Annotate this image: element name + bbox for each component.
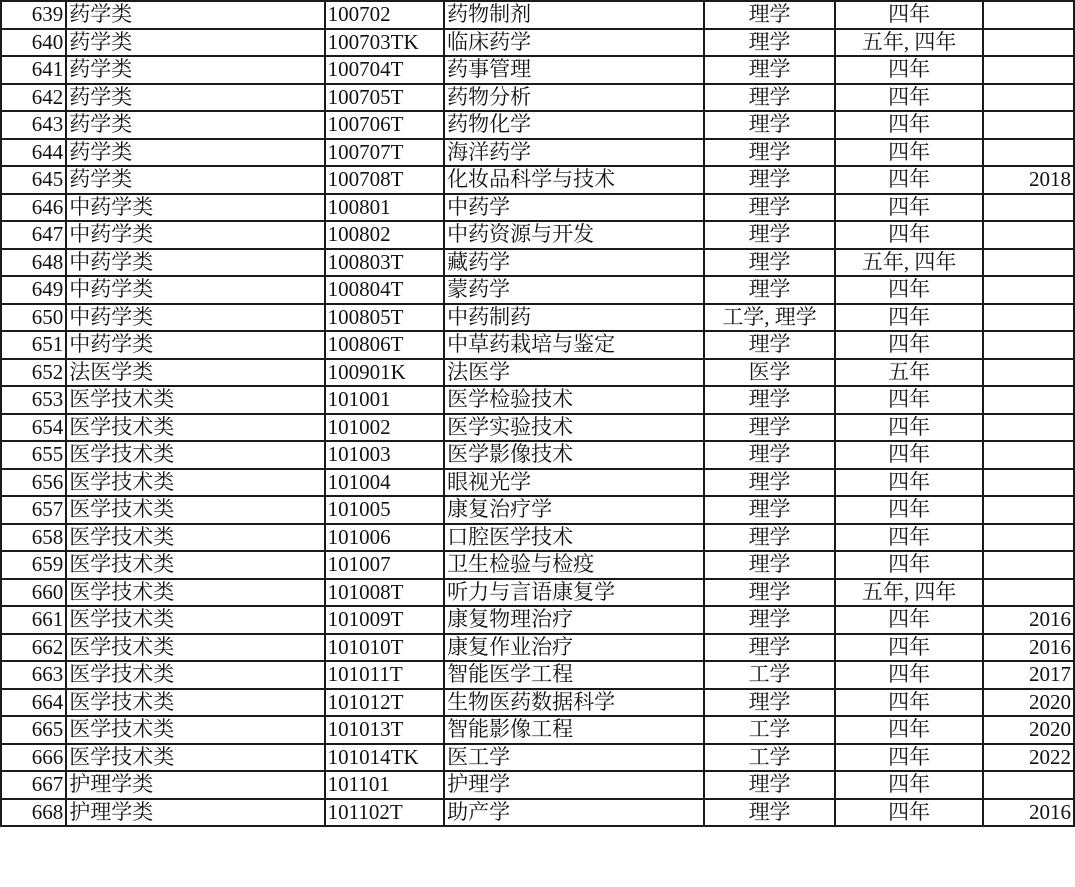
- discipline-category-cell: 医学技术类: [66, 524, 324, 552]
- discipline-category-cell: 医学技术类: [66, 716, 324, 744]
- discipline-category-cell: 药学类: [66, 29, 324, 57]
- study-duration-cell: 五年, 四年: [835, 29, 983, 57]
- discipline-category-cell: 中药学类: [66, 304, 324, 332]
- study-duration-cell: 四年: [835, 304, 983, 332]
- discipline-category-cell: 药学类: [66, 139, 324, 167]
- row-index-cell: 649: [1, 276, 66, 304]
- added-year-cell: [983, 1, 1074, 29]
- degree-type-cell: 理学: [704, 469, 835, 497]
- study-duration-cell: 四年: [835, 1, 983, 29]
- discipline-category-cell: 药学类: [66, 56, 324, 84]
- row-index-cell: 654: [1, 414, 66, 442]
- major-name-cell: 中药资源与开发: [444, 221, 704, 249]
- study-duration-cell: 五年: [835, 359, 983, 387]
- table-row: [1, 414, 1074, 442]
- degree-type-cell: 理学: [704, 1, 835, 29]
- major-code-cell: 100801: [325, 194, 444, 222]
- major-name-cell: 卫生检验与检疫: [444, 551, 704, 579]
- added-year-cell: 2020: [983, 689, 1074, 717]
- discipline-category-cell: 医学技术类: [66, 744, 324, 772]
- major-code-cell: 100707T: [325, 139, 444, 167]
- study-duration-cell: 四年: [835, 84, 983, 112]
- row-index-cell: 658: [1, 524, 66, 552]
- added-year-cell: [983, 551, 1074, 579]
- added-year-cell: 2018: [983, 166, 1074, 194]
- table-row: [1, 771, 1074, 799]
- table-row: [1, 469, 1074, 497]
- row-index-cell: 641: [1, 56, 66, 84]
- major-name-cell: 护理学: [444, 771, 704, 799]
- study-duration-cell: 四年: [835, 166, 983, 194]
- degree-type-cell: 理学: [704, 496, 835, 524]
- table-row: [1, 359, 1074, 387]
- table-row: [1, 111, 1074, 139]
- table-row: [1, 524, 1074, 552]
- major-name-cell: 海洋药学: [444, 139, 704, 167]
- major-code-cell: 101002: [325, 414, 444, 442]
- row-index-cell: 650: [1, 304, 66, 332]
- major-code-cell: 100802: [325, 221, 444, 249]
- degree-type-cell: 理学: [704, 56, 835, 84]
- table-row: [1, 579, 1074, 607]
- degree-type-cell: 工学, 理学: [704, 304, 835, 332]
- major-code-cell: 100705T: [325, 84, 444, 112]
- added-year-cell: [983, 441, 1074, 469]
- degree-type-cell: 理学: [704, 84, 835, 112]
- major-name-cell: 藏药学: [444, 249, 704, 277]
- row-index-cell: 653: [1, 386, 66, 414]
- study-duration-cell: 四年: [835, 771, 983, 799]
- major-code-cell: 101012T: [325, 689, 444, 717]
- major-name-cell: 蒙药学: [444, 276, 704, 304]
- discipline-category-cell: 医学技术类: [66, 551, 324, 579]
- discipline-category-cell: 医学技术类: [66, 606, 324, 634]
- added-year-cell: [983, 331, 1074, 359]
- table-row: [1, 496, 1074, 524]
- study-duration-cell: 四年: [835, 441, 983, 469]
- major-code-cell: 100708T: [325, 166, 444, 194]
- row-index-cell: 648: [1, 249, 66, 277]
- major-code-cell: 100805T: [325, 304, 444, 332]
- major-code-cell: 101011T: [325, 661, 444, 689]
- discipline-category-cell: 医学技术类: [66, 441, 324, 469]
- major-name-cell: 智能医学工程: [444, 661, 704, 689]
- row-index-cell: 661: [1, 606, 66, 634]
- table-row: [1, 139, 1074, 167]
- major-code-cell: 100803T: [325, 249, 444, 277]
- major-code-cell: 101102T: [325, 799, 444, 827]
- table-row: [1, 441, 1074, 469]
- major-code-cell: 100901K: [325, 359, 444, 387]
- study-duration-cell: 四年: [835, 194, 983, 222]
- major-code-cell: 100703TK: [325, 29, 444, 57]
- study-duration-cell: 四年: [835, 56, 983, 84]
- major-name-cell: 听力与言语康复学: [444, 579, 704, 607]
- added-year-cell: 2020: [983, 716, 1074, 744]
- added-year-cell: [983, 414, 1074, 442]
- major-name-cell: 中草药栽培与鉴定: [444, 331, 704, 359]
- degree-type-cell: 理学: [704, 689, 835, 717]
- discipline-category-cell: 药学类: [66, 1, 324, 29]
- added-year-cell: [983, 469, 1074, 497]
- discipline-category-cell: 医学技术类: [66, 496, 324, 524]
- degree-type-cell: 理学: [704, 386, 835, 414]
- row-index-cell: 656: [1, 469, 66, 497]
- degree-type-cell: 理学: [704, 166, 835, 194]
- degree-type-cell: 理学: [704, 194, 835, 222]
- study-duration-cell: 四年: [835, 331, 983, 359]
- study-duration-cell: 四年: [835, 386, 983, 414]
- major-name-cell: 康复治疗学: [444, 496, 704, 524]
- major-code-cell: 101010T: [325, 634, 444, 662]
- major-name-cell: 康复物理治疗: [444, 606, 704, 634]
- major-name-cell: 药事管理: [444, 56, 704, 84]
- row-index-cell: 647: [1, 221, 66, 249]
- discipline-category-cell: 护理学类: [66, 799, 324, 827]
- table-row: [1, 634, 1074, 662]
- major-code-cell: 100804T: [325, 276, 444, 304]
- discipline-category-cell: 医学技术类: [66, 469, 324, 497]
- study-duration-cell: 五年, 四年: [835, 249, 983, 277]
- discipline-category-cell: 药学类: [66, 111, 324, 139]
- row-index-cell: 666: [1, 744, 66, 772]
- row-index-cell: 643: [1, 111, 66, 139]
- discipline-category-cell: 法医学类: [66, 359, 324, 387]
- discipline-category-cell: 医学技术类: [66, 661, 324, 689]
- major-name-cell: 化妆品科学与技术: [444, 166, 704, 194]
- study-duration-cell: 四年: [835, 524, 983, 552]
- major-code-cell: 100702: [325, 1, 444, 29]
- table-row: [1, 56, 1074, 84]
- added-year-cell: [983, 221, 1074, 249]
- added-year-cell: [983, 359, 1074, 387]
- major-name-cell: 法医学: [444, 359, 704, 387]
- degree-type-cell: 理学: [704, 414, 835, 442]
- major-name-cell: 临床药学: [444, 29, 704, 57]
- major-code-cell: 101004: [325, 469, 444, 497]
- degree-type-cell: 工学: [704, 716, 835, 744]
- row-index-cell: 655: [1, 441, 66, 469]
- discipline-category-cell: 药学类: [66, 84, 324, 112]
- major-code-cell: 101014TK: [325, 744, 444, 772]
- discipline-category-cell: 中药学类: [66, 194, 324, 222]
- table-row: [1, 249, 1074, 277]
- major-code-cell: 101008T: [325, 579, 444, 607]
- major-name-cell: 中药制药: [444, 304, 704, 332]
- study-duration-cell: 四年: [835, 606, 983, 634]
- table-row: [1, 551, 1074, 579]
- added-year-cell: [983, 139, 1074, 167]
- major-code-cell: 101009T: [325, 606, 444, 634]
- study-duration-cell: 四年: [835, 744, 983, 772]
- study-duration-cell: 四年: [835, 799, 983, 827]
- degree-type-cell: 理学: [704, 606, 835, 634]
- major-name-cell: 中药学: [444, 194, 704, 222]
- major-name-cell: 药物分析: [444, 84, 704, 112]
- row-index-cell: 660: [1, 579, 66, 607]
- table-row: [1, 716, 1074, 744]
- discipline-category-cell: 中药学类: [66, 276, 324, 304]
- added-year-cell: [983, 194, 1074, 222]
- table-row: [1, 276, 1074, 304]
- discipline-category-cell: 医学技术类: [66, 634, 324, 662]
- degree-type-cell: 理学: [704, 276, 835, 304]
- added-year-cell: [983, 386, 1074, 414]
- table-row: [1, 331, 1074, 359]
- added-year-cell: [983, 249, 1074, 277]
- added-year-cell: [983, 29, 1074, 57]
- major-name-cell: 口腔医学技术: [444, 524, 704, 552]
- table-row: [1, 606, 1074, 634]
- degree-type-cell: 工学: [704, 661, 835, 689]
- row-index-cell: 642: [1, 84, 66, 112]
- table-row: [1, 799, 1074, 827]
- degree-type-cell: 理学: [704, 634, 835, 662]
- degree-type-cell: 理学: [704, 139, 835, 167]
- row-index-cell: 659: [1, 551, 66, 579]
- degree-type-cell: 理学: [704, 29, 835, 57]
- degree-type-cell: 理学: [704, 331, 835, 359]
- table-row: [1, 166, 1074, 194]
- added-year-cell: [983, 524, 1074, 552]
- major-code-cell: 101101: [325, 771, 444, 799]
- study-duration-cell: 四年: [835, 634, 983, 662]
- major-name-cell: 康复作业治疗: [444, 634, 704, 662]
- degree-type-cell: 理学: [704, 771, 835, 799]
- study-duration-cell: 四年: [835, 716, 983, 744]
- study-duration-cell: 四年: [835, 551, 983, 579]
- degree-type-cell: 医学: [704, 359, 835, 387]
- table-row: [1, 221, 1074, 249]
- study-duration-cell: 四年: [835, 276, 983, 304]
- added-year-cell: 2016: [983, 606, 1074, 634]
- discipline-category-cell: 中药学类: [66, 221, 324, 249]
- row-index-cell: 667: [1, 771, 66, 799]
- table-body: [1, 1, 1074, 826]
- discipline-category-cell: 药学类: [66, 166, 324, 194]
- added-year-cell: [983, 304, 1074, 332]
- major-name-cell: 医学实验技术: [444, 414, 704, 442]
- study-duration-cell: 四年: [835, 139, 983, 167]
- major-name-cell: 药物化学: [444, 111, 704, 139]
- row-index-cell: 639: [1, 1, 66, 29]
- discipline-category-cell: 医学技术类: [66, 579, 324, 607]
- major-name-cell: 医学影像技术: [444, 441, 704, 469]
- discipline-category-cell: 中药学类: [66, 249, 324, 277]
- major-name-cell: 医学检验技术: [444, 386, 704, 414]
- study-duration-cell: 四年: [835, 469, 983, 497]
- added-year-cell: 2016: [983, 634, 1074, 662]
- row-index-cell: 645: [1, 166, 66, 194]
- study-duration-cell: 四年: [835, 111, 983, 139]
- discipline-category-cell: 护理学类: [66, 771, 324, 799]
- major-code-cell: 101001: [325, 386, 444, 414]
- table-row: [1, 304, 1074, 332]
- row-index-cell: 668: [1, 799, 66, 827]
- major-code-cell: 101005: [325, 496, 444, 524]
- degree-type-cell: 理学: [704, 441, 835, 469]
- degree-type-cell: 理学: [704, 799, 835, 827]
- added-year-cell: 2022: [983, 744, 1074, 772]
- major-name-cell: 智能影像工程: [444, 716, 704, 744]
- added-year-cell: [983, 111, 1074, 139]
- added-year-cell: [983, 579, 1074, 607]
- major-code-cell: 101007: [325, 551, 444, 579]
- added-year-cell: [983, 276, 1074, 304]
- table-row: [1, 194, 1074, 222]
- major-name-cell: 医工学: [444, 744, 704, 772]
- study-duration-cell: 四年: [835, 496, 983, 524]
- row-index-cell: 652: [1, 359, 66, 387]
- row-index-cell: 640: [1, 29, 66, 57]
- row-index-cell: 665: [1, 716, 66, 744]
- degree-type-cell: 理学: [704, 551, 835, 579]
- degree-type-cell: 理学: [704, 221, 835, 249]
- table-row: [1, 661, 1074, 689]
- discipline-category-cell: 医学技术类: [66, 386, 324, 414]
- major-code-cell: 101013T: [325, 716, 444, 744]
- row-index-cell: 644: [1, 139, 66, 167]
- added-year-cell: 2017: [983, 661, 1074, 689]
- row-index-cell: 657: [1, 496, 66, 524]
- degree-type-cell: 工学: [704, 744, 835, 772]
- degree-type-cell: 理学: [704, 249, 835, 277]
- degree-type-cell: 理学: [704, 111, 835, 139]
- major-name-cell: 生物医药数据科学: [444, 689, 704, 717]
- table-row: [1, 744, 1074, 772]
- major-code-cell: 100806T: [325, 331, 444, 359]
- discipline-category-cell: 医学技术类: [66, 414, 324, 442]
- added-year-cell: [983, 496, 1074, 524]
- added-year-cell: [983, 771, 1074, 799]
- table-row: [1, 29, 1074, 57]
- major-name-cell: 眼视光学: [444, 469, 704, 497]
- study-duration-cell: 四年: [835, 221, 983, 249]
- major-name-cell: 药物制剂: [444, 1, 704, 29]
- table-row: [1, 1, 1074, 29]
- row-index-cell: 651: [1, 331, 66, 359]
- degree-type-cell: 理学: [704, 524, 835, 552]
- study-duration-cell: 四年: [835, 689, 983, 717]
- major-code-cell: 101003: [325, 441, 444, 469]
- row-index-cell: 662: [1, 634, 66, 662]
- discipline-category-cell: 医学技术类: [66, 689, 324, 717]
- major-code-cell: 100706T: [325, 111, 444, 139]
- discipline-category-cell: 中药学类: [66, 331, 324, 359]
- row-index-cell: 646: [1, 194, 66, 222]
- added-year-cell: [983, 56, 1074, 84]
- study-duration-cell: 四年: [835, 414, 983, 442]
- row-index-cell: 664: [1, 689, 66, 717]
- row-index-cell: 663: [1, 661, 66, 689]
- added-year-cell: [983, 84, 1074, 112]
- major-code-cell: 100704T: [325, 56, 444, 84]
- major-code-cell: 101006: [325, 524, 444, 552]
- major-name-cell: 助产学: [444, 799, 704, 827]
- study-duration-cell: 五年, 四年: [835, 579, 983, 607]
- degree-type-cell: 理学: [704, 579, 835, 607]
- study-duration-cell: 四年: [835, 661, 983, 689]
- table-row: [1, 689, 1074, 717]
- added-year-cell: 2016: [983, 799, 1074, 827]
- table-row: [1, 386, 1074, 414]
- table-row: [1, 84, 1074, 112]
